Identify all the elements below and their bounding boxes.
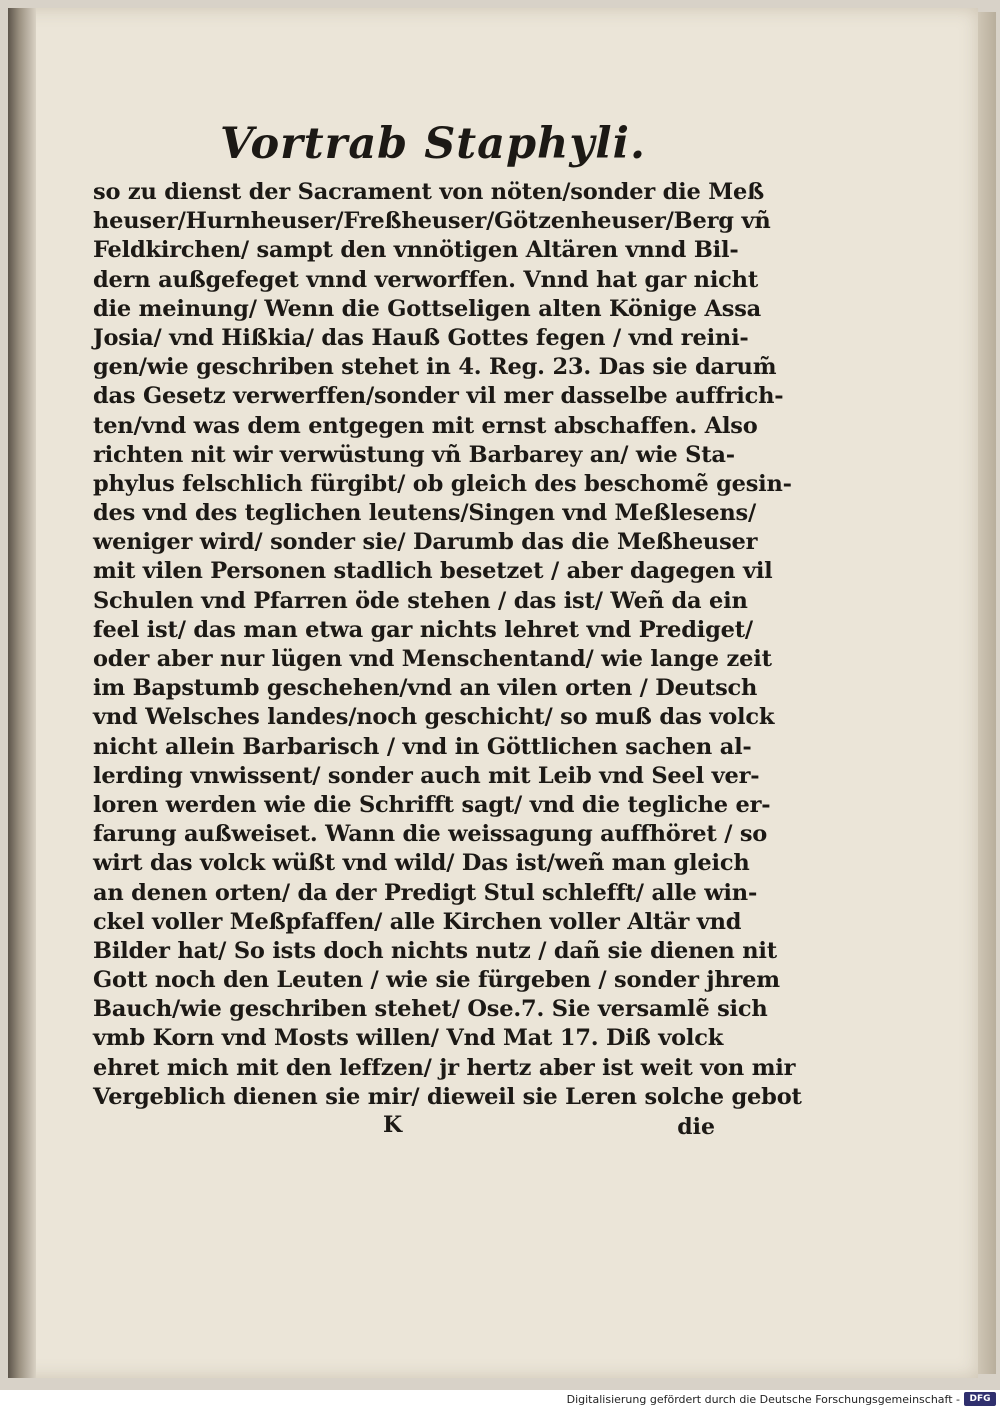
book-page: [8, 8, 978, 1378]
text-line: Vergeblich dienen sie mir/ dieweil sie Leren solche gebot: [93, 1083, 802, 1110]
text-line: Josia/ vnd Hißkia/ das Hauß Gottes fegen / vnd reini-: [93, 324, 749, 351]
page-edge: [978, 12, 996, 1374]
text-line: ehret mich mit den leffzen/ jr hertz aber ist weit von mir: [93, 1054, 796, 1081]
text-line: Schulen vnd Pfarren öde stehen / das ist/ Weñ da ein: [93, 587, 748, 614]
text-line: im Bapstumb geschehen/vnd an vilen orten / Deutsch: [93, 675, 758, 702]
printed-text-block: [93, 116, 802, 1142]
page-footer-marks: [93, 1112, 713, 1142]
running-headline: Vortrab Staphyli.: [220, 119, 646, 169]
text-line: wirt das volck wüßt vnd wild/ Das ist/weñ man gleich: [93, 850, 750, 877]
text-line: nicht allein Barbarisch / vnd in Göttlichen sachen al-: [93, 733, 752, 760]
dfg-logo-icon: DFG: [964, 1392, 996, 1406]
text-line: farung außweiset. Wann die weissagung auffhöret / so: [93, 821, 768, 848]
text-line: weniger wird/ sonder sie/ Darumb das die Meßheuser: [93, 529, 758, 556]
text-line: so zu dienst der Sacrament von nöten/sonder die Meß: [93, 179, 764, 205]
page-gutter-shadow: [8, 8, 36, 1378]
signature-mark: K: [383, 1112, 403, 1138]
credit-bar: [0, 1390, 1000, 1409]
text-line: richten nit wir verwüstung vñ Barbarey an/ wie Sta-: [93, 441, 735, 468]
text-line: vmb Korn vnd Mosts willen/ Vnd Mat 17. Diß volck: [93, 1025, 724, 1052]
text-line: phylus felschlich fürgibt/ ob gleich des beschomẽ gesin-: [93, 470, 792, 497]
text-line: des vnd des teglichen leutens/Singen vnd Meßlesens/: [93, 500, 756, 527]
funding-credit: Digitalisierung gefördert durch die Deutsche Forschungsgemeinschaft -: [566, 1393, 960, 1406]
text-line: an denen orten/ da der Predigt Stul schlefft/ alle win-: [93, 879, 758, 906]
text-line: gen/wie geschriben stehet in 4. Reg. 23. Das sie darum̃: [93, 354, 777, 381]
text-line: Gott noch den Leuten / wie sie fürgeben / sonder jhrem: [93, 967, 780, 994]
text-line: lerding vnwissent/ sonder auch mit Leib vnd Seel ver-: [93, 762, 760, 789]
text-line: ten/vnd was dem entgegen mit ernst abschaffen. Also: [93, 412, 758, 439]
text-line: ckel voller Meßpfaffen/ alle Kirchen voller Altär vnd: [93, 908, 742, 935]
text-line: Bauch/wie geschriben stehet/ Ose.7. Sie versamlẽ sich: [93, 996, 768, 1023]
catchword: die: [677, 1114, 715, 1140]
text-line: loren werden wie die Schrifft sagt/ vnd die tegliche er-: [93, 791, 771, 818]
text-line: feel ist/ das man etwa gar nichts lehret vnd Prediget/: [93, 616, 753, 643]
text-line: mit vilen Personen stadlich besetzet / aber dagegen vil: [93, 558, 773, 585]
text-line: Bilder hat/ So ists doch nichts nutz / dañ sie dienen nit: [93, 937, 777, 964]
text-line: dern außgefeget vnnd verworffen. Vnnd hat gar nicht: [93, 266, 759, 293]
text-line: vnd Welsches landes/noch geschicht/ so muß das volck: [93, 704, 775, 731]
text-line: die meinung/ Wenn die Gottseligen alten Könige Assa: [93, 295, 762, 322]
body-text: [93, 178, 802, 1112]
text-line: Feldkirchen/ sampt den vnnötigen Altären vnnd Bil-: [93, 237, 739, 264]
text-line: heuser/Hurnheuser/Freßheuser/Götzenheuser/Berg vñ: [93, 208, 771, 235]
text-line: das Gesetz verwerffen/sonder vil mer dasselbe auffrich-: [93, 383, 784, 410]
text-line: oder aber nur lügen vnd Menschentand/ wie lange zeit: [93, 646, 772, 672]
